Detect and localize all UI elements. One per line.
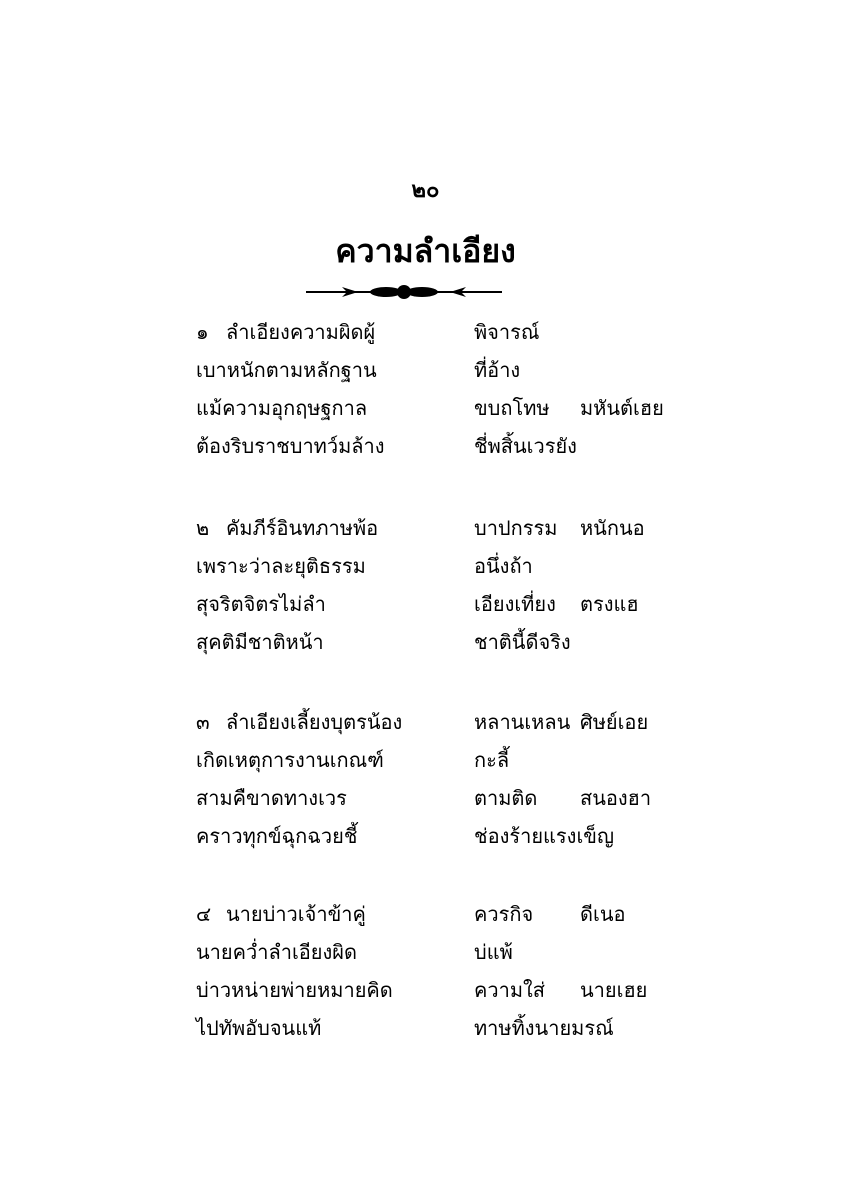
stanza-number: ๔ bbox=[196, 902, 212, 926]
verse-right-end: มหันต์เฮย bbox=[580, 396, 664, 420]
verse-right: ขบถโทษ bbox=[474, 396, 550, 420]
verse-right: ควรกิจ bbox=[474, 902, 534, 926]
verse-left: นายบ่าวเจ้าข้าคู่ bbox=[226, 902, 366, 926]
verse-right: ชี่พสิ้นเวรยัง bbox=[474, 434, 577, 458]
verse-right: ที่อ้าง bbox=[474, 358, 521, 382]
verse-line bbox=[0, 588, 851, 624]
verse-line bbox=[0, 1012, 851, 1048]
verse-right: ตามติด bbox=[474, 786, 538, 810]
verse-line bbox=[0, 316, 851, 352]
verse-line bbox=[0, 550, 851, 586]
verse-left: สุคติมีชาติหน้า bbox=[196, 630, 324, 654]
verse-left: แม้ความอุกฤษฐกาล bbox=[196, 396, 368, 420]
verse-line bbox=[0, 820, 851, 856]
verse-right: พิจารณ์ bbox=[474, 320, 540, 344]
verse-left: คัมภีร์อินทภาษพ้อ bbox=[226, 516, 379, 540]
verse-line bbox=[0, 898, 851, 934]
verse-right-end: ศิษย์เอย bbox=[580, 710, 649, 734]
verse-left: ลำเอียงเลี้ยงบุตรน้อง bbox=[226, 710, 403, 734]
verse-right: เอียงเที่ยง bbox=[474, 592, 556, 616]
verse-line bbox=[0, 512, 851, 548]
verse-right: ชาตินี้ดีจริง bbox=[474, 630, 571, 654]
verse-right: บ่แพ้ bbox=[474, 940, 513, 964]
verse-left: คราวทุกข์ฉุกฉวยชี้ bbox=[196, 824, 358, 848]
page-number: ๒๐ bbox=[411, 178, 440, 203]
verse-line bbox=[0, 744, 851, 780]
verse-right-end: สนองฮา bbox=[580, 786, 652, 810]
verse-line bbox=[0, 392, 851, 428]
stanza-number: ๓ bbox=[196, 710, 210, 734]
decorative-divider-ornament bbox=[306, 280, 502, 304]
verse-right: หลานเหลน bbox=[474, 710, 571, 734]
verse-left: ไปทัพอับจนแท้ bbox=[196, 1016, 322, 1040]
verse-line bbox=[0, 936, 851, 972]
verse-left: สามคืขาดทางเวร bbox=[196, 786, 347, 810]
verse-right-end: ดีเนอ bbox=[580, 902, 626, 926]
verse-right: ช่องร้ายแรงเข็ญ bbox=[474, 824, 614, 848]
verse-line bbox=[0, 706, 851, 742]
verse-right: ความใส่ bbox=[474, 978, 545, 1002]
verse-right: ทาษทิ้งนายมรณ์ bbox=[474, 1016, 614, 1040]
page-title: ความลำเอียง bbox=[335, 232, 516, 270]
verse-left: สุจริตจิตรไม่ลำ bbox=[196, 592, 326, 616]
verse-left: ต้องริบราชบาทว์มล้าง bbox=[196, 434, 385, 458]
verse-right: อนึ่งถ้า bbox=[474, 554, 533, 578]
verse-right-end: นายเฮย bbox=[580, 978, 648, 1002]
verse-left: เบาหนักตามหลักฐาน bbox=[196, 358, 377, 382]
verse-right-end: ตรงแฮ bbox=[580, 592, 639, 616]
stanza-number: ๒ bbox=[196, 516, 210, 540]
verse-left: บ่าวหน่ายพ่ายหมายคิด bbox=[196, 978, 393, 1002]
verse-line bbox=[0, 430, 851, 466]
verse-line bbox=[0, 626, 851, 662]
verse-right: กะลี้ bbox=[474, 748, 510, 772]
verse-right-end: หนักนอ bbox=[580, 516, 645, 540]
verse-line bbox=[0, 782, 851, 818]
verse-line bbox=[0, 974, 851, 1010]
verse-left: ลำเอียงความผิดผู้ bbox=[226, 320, 376, 344]
verse-right: บาปกรรม bbox=[474, 516, 558, 540]
verse-left: เกิดเหตุการงานเกณฑ์ bbox=[196, 748, 384, 772]
verse-left: นายคว่ำลำเอียงผิด bbox=[196, 940, 357, 964]
stanza-number: ๑ bbox=[196, 320, 209, 344]
verse-line bbox=[0, 354, 851, 390]
verse-left: เพราะว่าละยุติธรรม bbox=[196, 554, 366, 578]
